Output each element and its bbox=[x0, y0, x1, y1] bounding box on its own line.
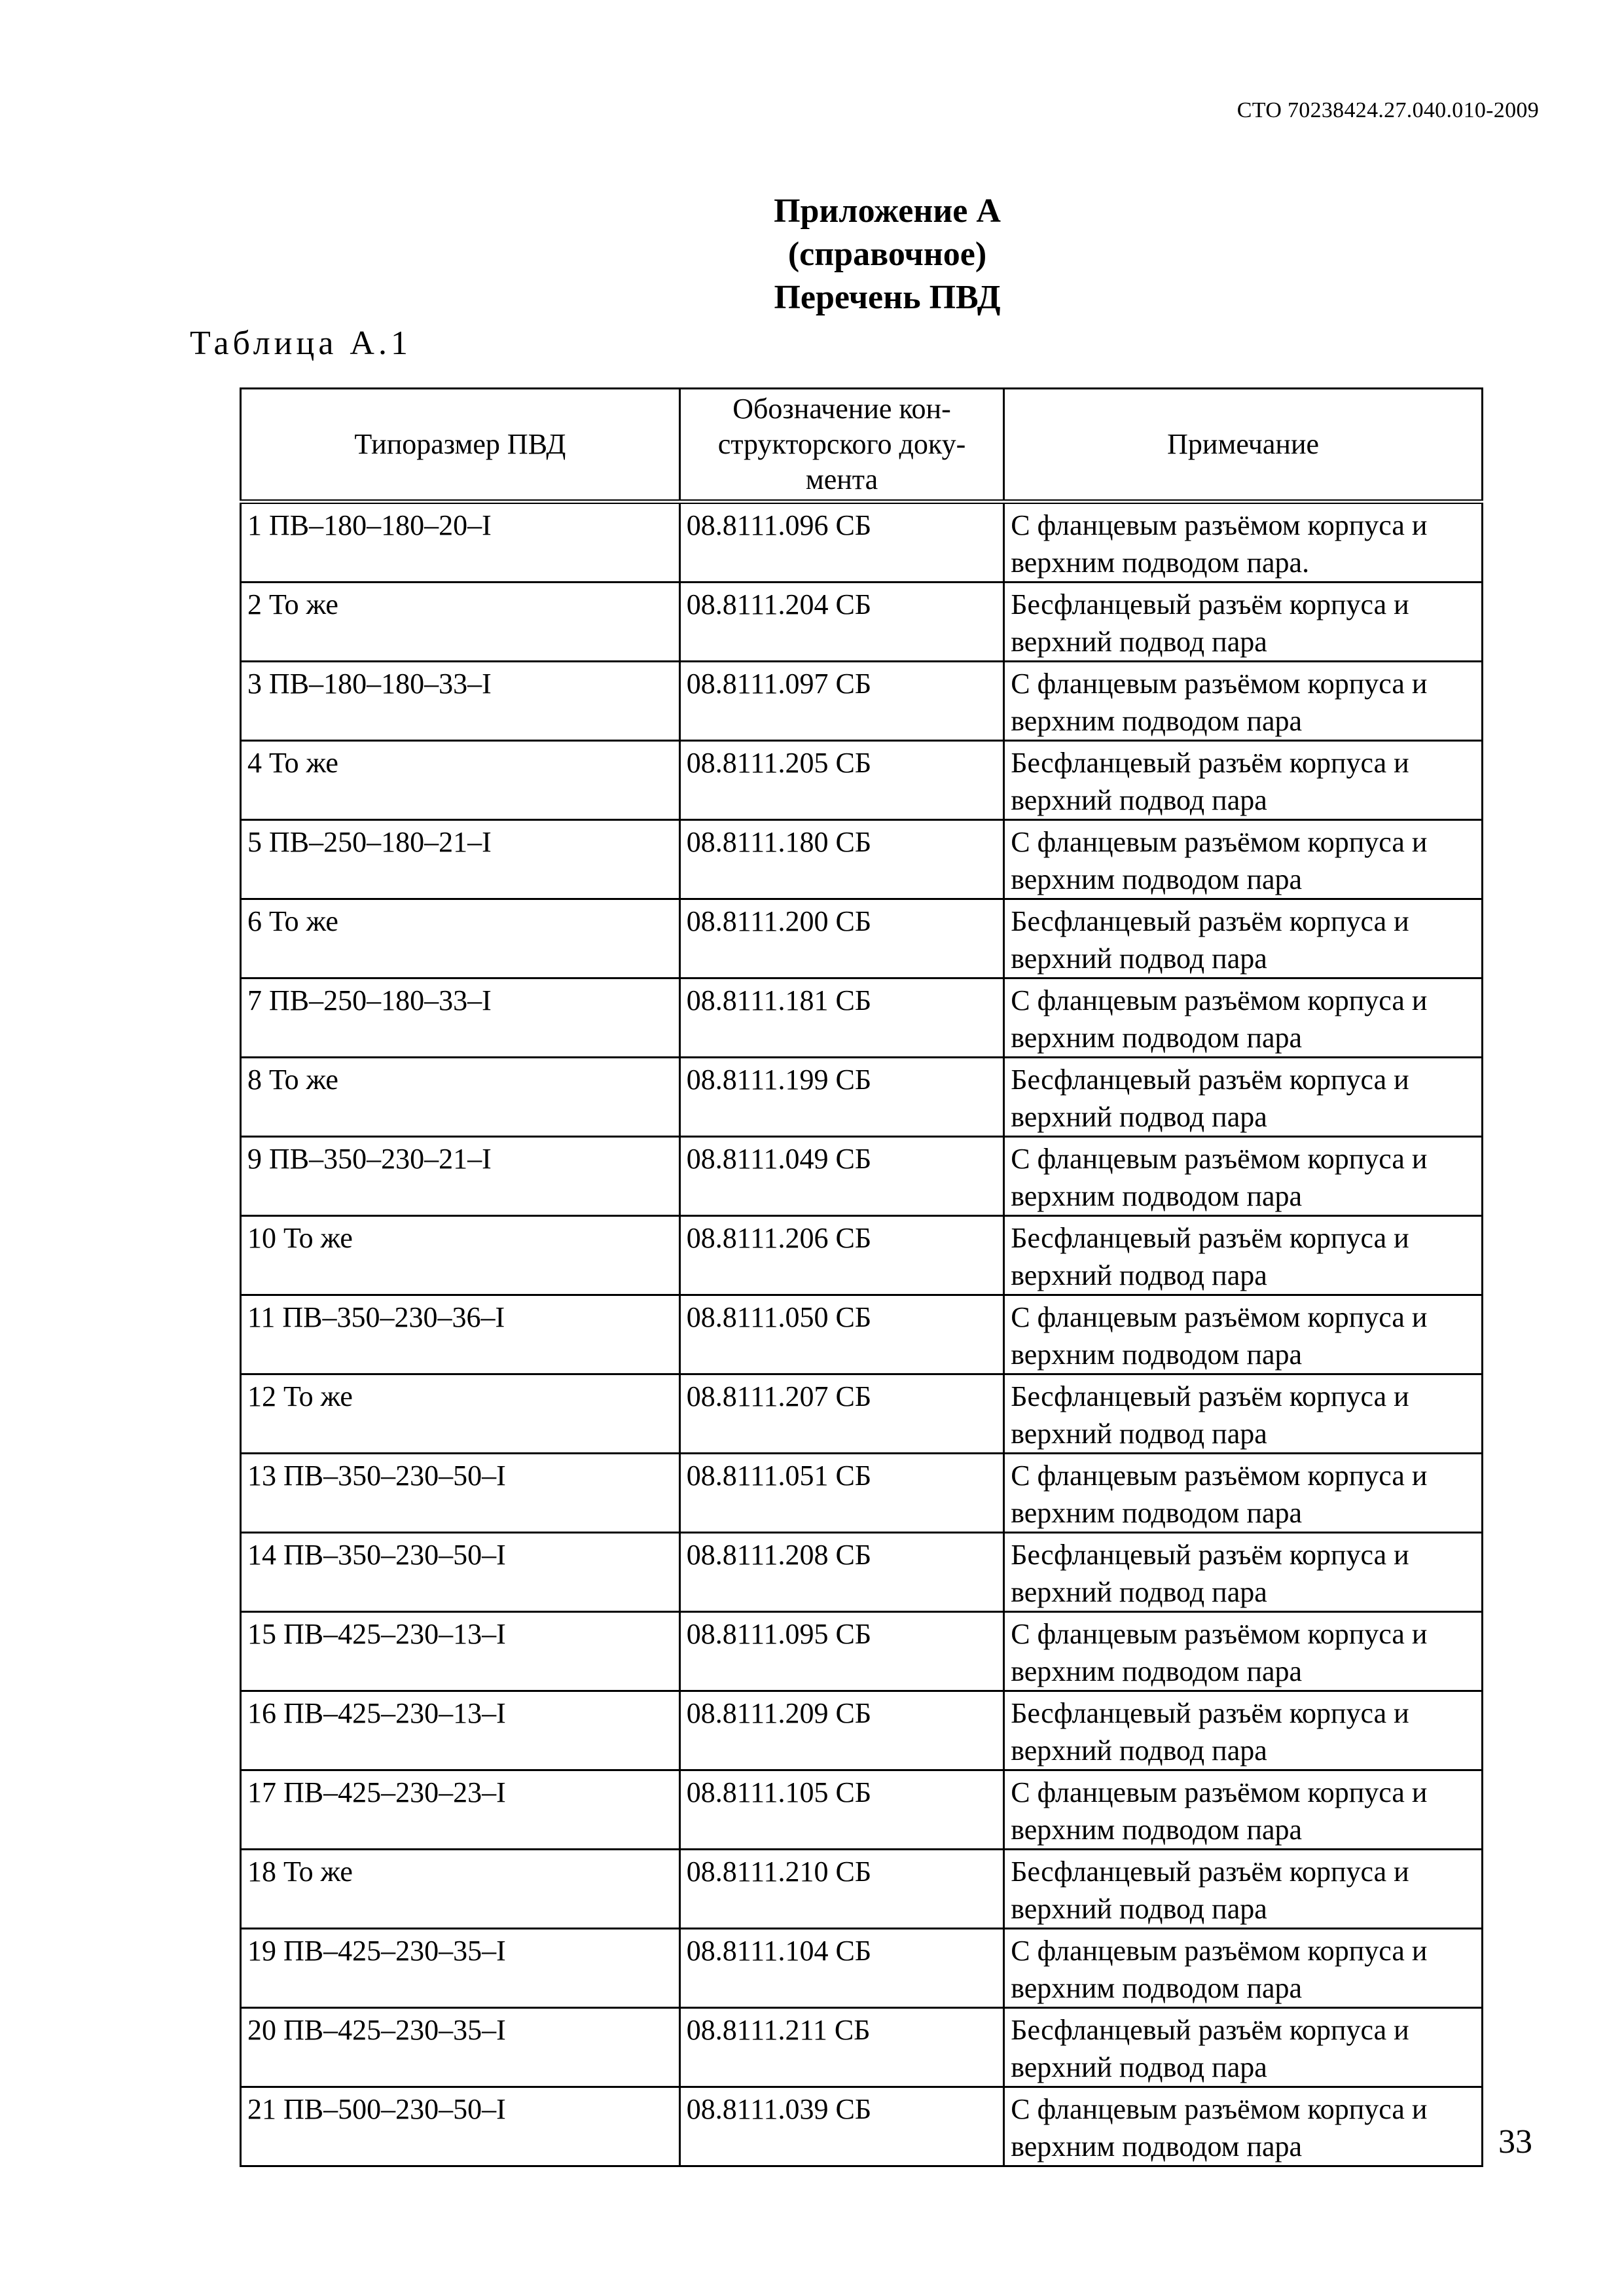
cell-designation: 08.8111.180 СБ bbox=[679, 820, 1003, 899]
table-row bbox=[241, 899, 1483, 978]
cell-note: Бесфланцевый разъём корпуса и верхний подвод пара bbox=[1004, 741, 1483, 820]
cell-size: 3 ПВ–180–180–33–I bbox=[241, 662, 680, 741]
cell-note: С фланцевым разъёмом корпуса и верхним подводом пара bbox=[1004, 1929, 1483, 2008]
cell-size: 5 ПВ–250–180–21–I bbox=[241, 820, 680, 899]
cell-designation: 08.8111.039 СБ bbox=[679, 2087, 1003, 2166]
cell-designation: 08.8111.096 СБ bbox=[679, 502, 1003, 583]
cell-designation: 08.8111.208 СБ bbox=[679, 1533, 1003, 1612]
table-row bbox=[241, 1058, 1483, 1137]
table-header-row bbox=[241, 389, 1483, 502]
cell-size: 21 ПВ–500–230–50–I bbox=[241, 2087, 680, 2166]
cell-size: 20 ПВ–425–230–35–I bbox=[241, 2008, 680, 2087]
cell-size: 16 ПВ–425–230–13–I bbox=[241, 1691, 680, 1770]
cell-note: Бесфланцевый разъём корпуса и верхний подвод пара bbox=[1004, 583, 1483, 662]
cell-designation: 08.8111.211 СБ bbox=[679, 2008, 1003, 2087]
table-row bbox=[241, 662, 1483, 741]
cell-designation: 08.8111.210 СБ bbox=[679, 1850, 1003, 1929]
appendix-heading bbox=[0, 190, 1624, 319]
cell-size: 6 То же bbox=[241, 899, 680, 978]
cell-designation: 08.8111.207 СБ bbox=[679, 1374, 1003, 1454]
table-row bbox=[241, 502, 1483, 583]
cell-note: Бесфланцевый разъём корпуса и верхний подвод пара bbox=[1004, 1058, 1483, 1137]
cell-size: 1 ПВ–180–180–20–I bbox=[241, 502, 680, 583]
cell-designation: 08.8111.050 СБ bbox=[679, 1295, 1003, 1374]
document-code: СТО 70238424.27.040.010-2009 bbox=[1236, 98, 1539, 122]
cell-designation: 08.8111.105 СБ bbox=[679, 1770, 1003, 1850]
cell-note: Бесфланцевый разъём корпуса и верхний подвод пара bbox=[1004, 899, 1483, 978]
page-number: 33 bbox=[1498, 2123, 1532, 2161]
cell-note: С фланцевым разъёмом корпуса и верхним подводом пара bbox=[1004, 820, 1483, 899]
cell-designation: 08.8111.051 СБ bbox=[679, 1454, 1003, 1533]
cell-size: 14 ПВ–350–230–50–I bbox=[241, 1533, 680, 1612]
cell-size: 17 ПВ–425–230–23–I bbox=[241, 1770, 680, 1850]
header-size: Типоразмер ПВД bbox=[241, 389, 680, 502]
pvd-list-table bbox=[240, 387, 1483, 2167]
cell-designation: 08.8111.205 СБ bbox=[679, 741, 1003, 820]
cell-designation: 08.8111.199 СБ bbox=[679, 1058, 1003, 1137]
table-row bbox=[241, 1533, 1483, 1612]
cell-size: 8 То же bbox=[241, 1058, 680, 1137]
table-row bbox=[241, 1691, 1483, 1770]
table-row bbox=[241, 1374, 1483, 1454]
cell-note: С фланцевым разъёмом корпуса и верхним подводом пара bbox=[1004, 2087, 1483, 2166]
cell-note: С фланцевым разъёмом корпуса и верхним подводом пара bbox=[1004, 662, 1483, 741]
cell-note: Бесфланцевый разъём корпуса и верхний подвод пара bbox=[1004, 1533, 1483, 1612]
cell-note: С фланцевым разъёмом корпуса и верхним подводом пара bbox=[1004, 1295, 1483, 1374]
cell-size: 9 ПВ–350–230–21–I bbox=[241, 1137, 680, 1216]
cell-designation: 08.8111.204 СБ bbox=[679, 583, 1003, 662]
table-row bbox=[241, 741, 1483, 820]
cell-note: Бесфланцевый разъём корпуса и верхний подвод пара bbox=[1004, 1216, 1483, 1295]
cell-designation: 08.8111.095 СБ bbox=[679, 1612, 1003, 1691]
table-row bbox=[241, 1850, 1483, 1929]
header-note: Примечание bbox=[1004, 389, 1483, 502]
cell-note: С фланцевым разъёмом корпуса и верхним подводом пара. bbox=[1004, 502, 1483, 583]
cell-designation: 08.8111.097 СБ bbox=[679, 662, 1003, 741]
table-row bbox=[241, 583, 1483, 662]
table-caption: Таблица А.1 bbox=[190, 325, 412, 362]
cell-size: 13 ПВ–350–230–50–I bbox=[241, 1454, 680, 1533]
cell-note: С фланцевым разъёмом корпуса и верхним подводом пара bbox=[1004, 978, 1483, 1058]
header-designation: Обозначение кон- структорского доку- мента bbox=[679, 389, 1003, 502]
cell-note: Бесфланцевый разъём корпуса и верхний подвод пара bbox=[1004, 1374, 1483, 1454]
cell-size: 19 ПВ–425–230–35–I bbox=[241, 1929, 680, 2008]
table-row bbox=[241, 1929, 1483, 2008]
cell-size: 4 То же bbox=[241, 741, 680, 820]
table-row bbox=[241, 1295, 1483, 1374]
cell-designation: 08.8111.049 СБ bbox=[679, 1137, 1003, 1216]
table-row bbox=[241, 1454, 1483, 1533]
cell-note: Бесфланцевый разъём корпуса и верхний подвод пара bbox=[1004, 1691, 1483, 1770]
cell-note: С фланцевым разъёмом корпуса и верхним подводом пара bbox=[1004, 1137, 1483, 1216]
cell-designation: 08.8111.200 СБ bbox=[679, 899, 1003, 978]
cell-designation: 08.8111.181 СБ bbox=[679, 978, 1003, 1058]
cell-size: 11 ПВ–350–230–36–I bbox=[241, 1295, 680, 1374]
cell-size: 12 То же bbox=[241, 1374, 680, 1454]
table-row bbox=[241, 1770, 1483, 1850]
cell-note: С фланцевым разъёмом корпуса и верхним подводом пара bbox=[1004, 1454, 1483, 1533]
table-row bbox=[241, 1137, 1483, 1216]
table-row bbox=[241, 1216, 1483, 1295]
appendix-subject: Перечень ПВД bbox=[774, 279, 1001, 316]
cell-note: Бесфланцевый разъём корпуса и верхний подвод пара bbox=[1004, 2008, 1483, 2087]
cell-size: 2 То же bbox=[241, 583, 680, 662]
table-body bbox=[241, 502, 1483, 2166]
appendix-title: Приложение А bbox=[774, 192, 1001, 230]
cell-designation: 08.8111.104 СБ bbox=[679, 1929, 1003, 2008]
cell-size: 18 То же bbox=[241, 1850, 680, 1929]
table-row bbox=[241, 2008, 1483, 2087]
table-row bbox=[241, 2087, 1483, 2166]
table-row bbox=[241, 1612, 1483, 1691]
cell-designation: 08.8111.209 СБ bbox=[679, 1691, 1003, 1770]
cell-designation: 08.8111.206 СБ bbox=[679, 1216, 1003, 1295]
cell-note: С фланцевым разъёмом корпуса и верхним подводом пара bbox=[1004, 1770, 1483, 1850]
cell-note: С фланцевым разъёмом корпуса и верхним подводом пара bbox=[1004, 1612, 1483, 1691]
table-row bbox=[241, 820, 1483, 899]
cell-size: 10 То же bbox=[241, 1216, 680, 1295]
cell-size: 15 ПВ–425–230–13–I bbox=[241, 1612, 680, 1691]
appendix-type: (справочное) bbox=[787, 236, 987, 273]
cell-note: Бесфланцевый разъём корпуса и верхний подвод пара bbox=[1004, 1850, 1483, 1929]
cell-size: 7 ПВ–250–180–33–I bbox=[241, 978, 680, 1058]
table-row bbox=[241, 978, 1483, 1058]
